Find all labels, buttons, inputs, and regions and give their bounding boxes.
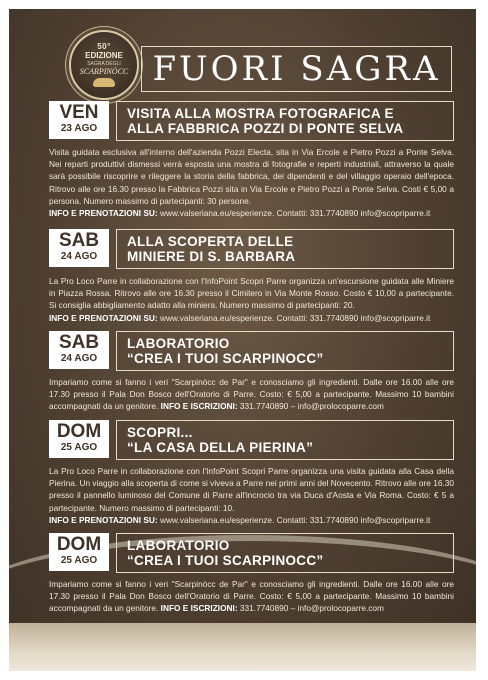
event-heading-line2: “CREA I TUOI SCARPINOCC” [127, 351, 324, 366]
event-heading-line2: “LA CASA DELLA PIERINA” [127, 440, 314, 455]
date-badge [49, 331, 109, 369]
event-heading-line1: LABORATORIO [127, 538, 230, 553]
event-info-text: www.valseriana.eu/esperienze. Contatti: 331.7740890 info@scopriparre.it [157, 312, 431, 323]
event-info-text: 331.7740890 – info@prolocoparre.com [237, 603, 384, 614]
logo-name: SCARPINÓCC [79, 67, 129, 76]
event-description [49, 578, 454, 615]
event-heading [116, 101, 454, 141]
event-day: SAB [58, 230, 100, 251]
date-badge [49, 533, 109, 571]
shoe-icon [93, 78, 115, 87]
event-day: SAB [58, 332, 100, 353]
event-text: Visita guidata esclusiva all'interno dell'azienda Pozzi Electa, sita in Via Ercole e Pietro Pozzi a Ponte Selva. Nei reparti produttivi dismessi verrà esposta una mostra di fotografie e reperti industriali, attraverso la quale sarà possibile riscoprire e rileggere la storia della fabbrica, dei dipendenti e del villaggio operaio dell'epoca. Ritrovo alle ore 16.30 presso la Fabbrica Pozzi sita in Via Ercole e Pietro Pozzi a Ponte Selva. Costi € 5,00 a persona. Numero massimo di partecipanti: 30 persone. [49, 147, 454, 206]
date-badge [49, 229, 109, 267]
event-text: Impariamo come si fanno i veri "Scarpinòcc de Par" e conosciamo gli ingredienti. Dalle ore 16.00 alle ore 17.30 presso il Pala Don Bosco dell'Oratorio di Parre. Costo: € 5,00 a partecipante. Massimo 10 bambini accompagnati da un genitore. [49, 579, 454, 614]
poster-page [9, 9, 476, 671]
logo-edition-label: EDIZIONE [85, 51, 123, 60]
event-description [49, 146, 454, 219]
event-info-label: INFO E ISCRIZIONI: [160, 603, 238, 614]
event-text: Impariamo come si fanno i veri "Scarpinòcc de Par" e conosciamo gli ingredienti. Dalle ore 16.00 alle ore 17.30 presso il Pala Don Bosco dell'Oratorio di Parre. Costo: € 5,00 a partecipante. Massimo 10 bambini accompagnati da un genitore. [49, 377, 454, 412]
event-text: La Pro Loco Parre in collaborazione con l'InfoPoint Scopri Parre organizza una visita guidata alla Casa della Pierina. Un viaggio alla scoperta di come si viveva a Parre nei primi anni del Novecento. Ritrovo alle ore 16.30 presso il pannello luminoso del Comune di Parre all'incrocio tra via Duca d'Aosta e Via Roma. Costo: € 5 a partecipante. Numero massimo di partecipanti: 10. [49, 466, 454, 513]
event-description [49, 275, 454, 324]
event-info-text: 331.7740890 – info@prolocoparre.com [237, 401, 384, 412]
logo-edition-number: 50° [97, 42, 111, 51]
event-info-label: INFO E ISCRIZIONI: [160, 401, 238, 412]
event-text: La Pro Loco Parre in collaborazione con l'InfoPoint Scopri Parre organizza un'escursione guidata alle Miniere in Piazza Rossa. Ritrovo alle ore 16.30 presso il Cimitero in Via Monte Rosso. Costo € 10,00 a partecipante. Si consiglia abbigliamento adatto alla miniera. Numero massimo di partecipanti: 20. [49, 276, 454, 311]
date-badge [49, 420, 109, 458]
event-heading-line1: VISITA ALLA MOSTRA FOTOGRAFICA E [127, 106, 394, 121]
event-heading [116, 533, 454, 573]
event-heading-line1: LABORATORIO [127, 336, 230, 351]
event-description [49, 465, 454, 526]
event-heading-line2: ALLA FABBRICA POZZI DI PONTE SELVA [127, 121, 404, 136]
event-heading [116, 229, 454, 269]
event-heading [116, 331, 454, 371]
date-badge [49, 101, 109, 139]
event-description [49, 376, 454, 413]
event-info-label: INFO E PRENOTAZIONI SU: [49, 208, 158, 219]
event-info-text: www.valseriana.eu/esperienze. Contatti: 331.7740890 info@scopriparre.it [157, 514, 431, 525]
event-date: 23 AGO [60, 123, 98, 134]
page-title: FUORI SAGRA [141, 46, 452, 92]
event-heading-line2: MINIERE DI S. BARBARA [127, 249, 296, 264]
sagra-logo [69, 30, 139, 100]
event-heading [116, 420, 454, 460]
event-heading-line2: “CREA I TUOI SCARPINOCC” [127, 553, 324, 568]
event-date: 25 AGO [60, 442, 98, 453]
event-info-text: www.valseriana.eu/esperienze. Contatti: 331.7740890 info@scopriparre.it [157, 208, 431, 219]
event-heading-line1: ALLA SCOPERTA DELLE [127, 234, 294, 249]
event-info-label: INFO E PRENOTAZIONI SU: [49, 514, 158, 525]
event-date: 24 AGO [60, 353, 98, 364]
event-day: DOM [56, 421, 102, 442]
event-day: VEN [59, 102, 99, 123]
event-day: DOM [56, 534, 102, 555]
event-heading-line1: SCOPRI... [127, 425, 193, 440]
event-date: 25 AGO [60, 555, 98, 566]
event-date: 24 AGO [60, 251, 98, 262]
event-info-label: INFO E PRENOTAZIONI SU: [49, 312, 158, 323]
logo-sagra-label: SAGRA DEGLI [87, 61, 121, 67]
